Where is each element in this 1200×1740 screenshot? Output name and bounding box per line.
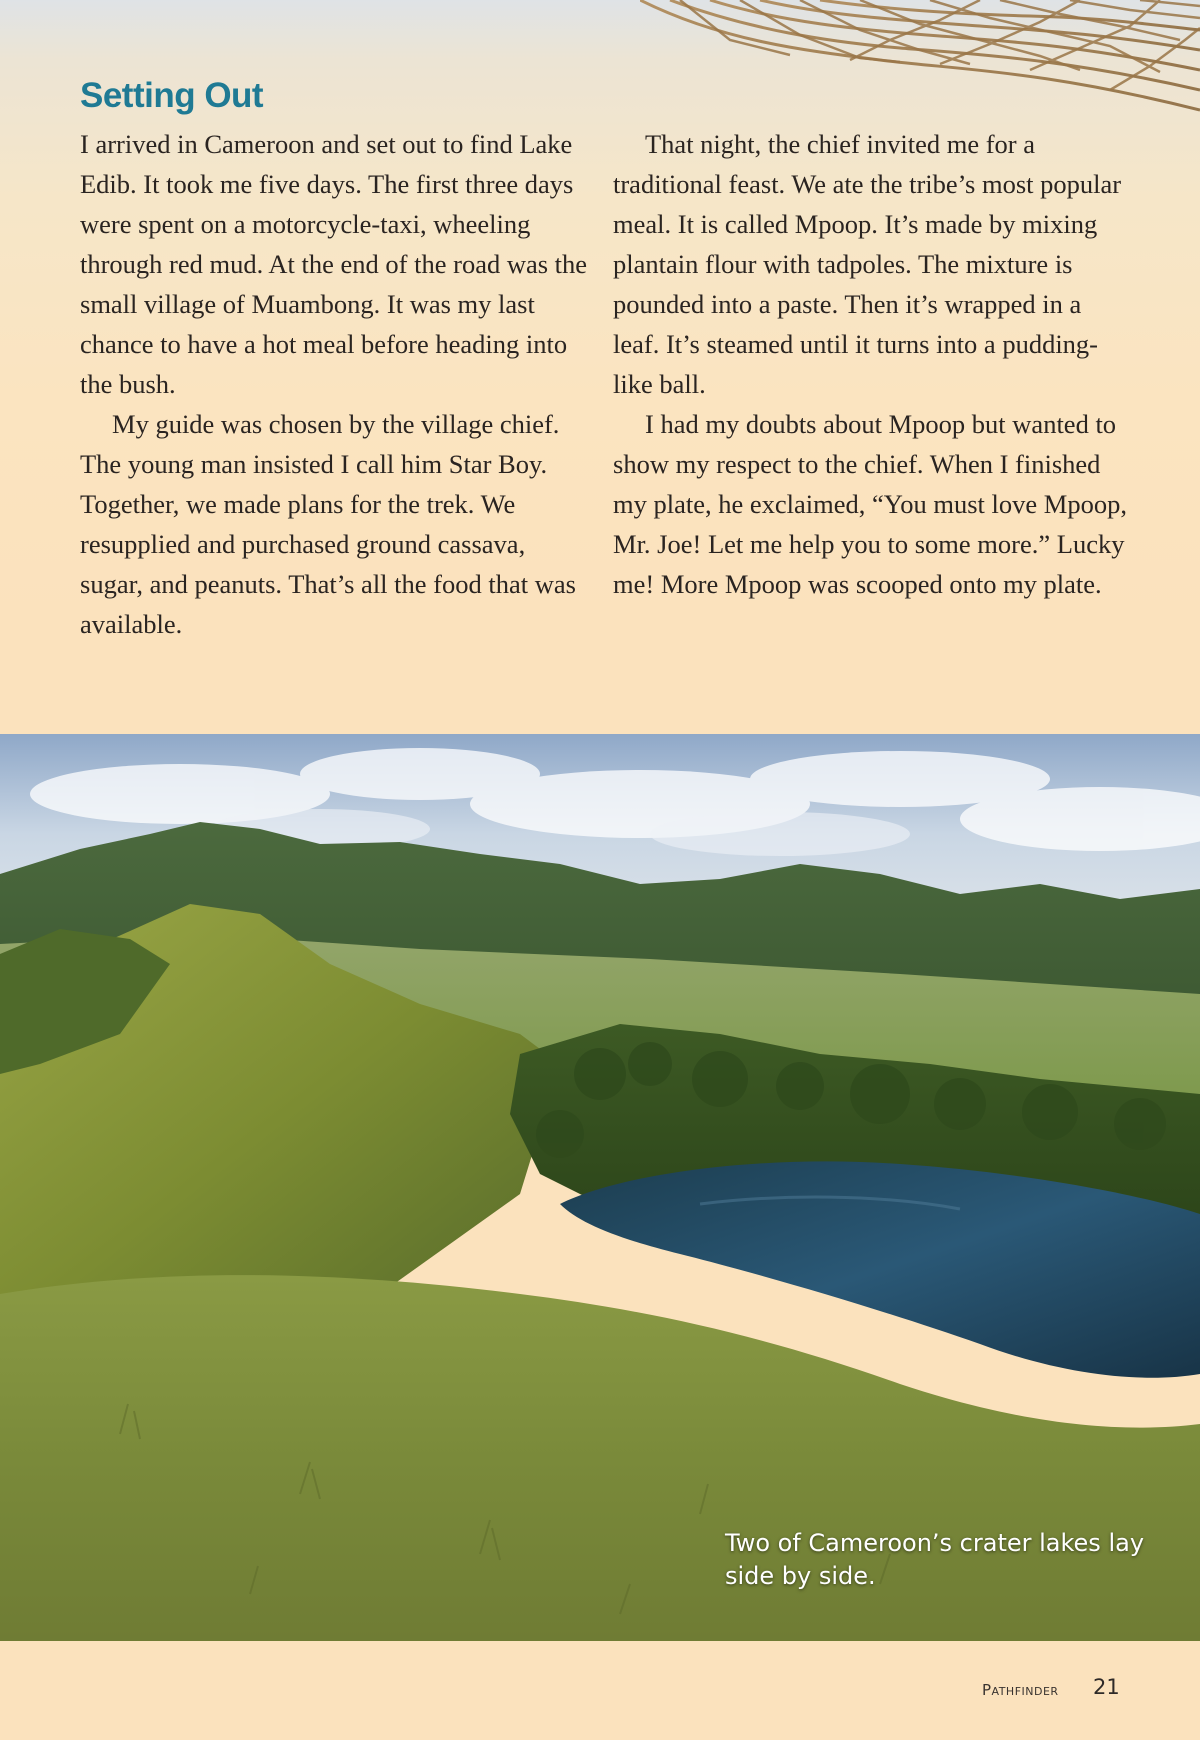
section-heading: Setting Out bbox=[80, 76, 264, 115]
landscape-illustration bbox=[0, 734, 1200, 1641]
crater-lakes-photo bbox=[0, 734, 1200, 1641]
magazine-name-text: Pathfinder bbox=[982, 1681, 1059, 1699]
right-text-column bbox=[613, 124, 1129, 604]
photo-caption: Two of Cameroon’s crater lakes lay side by side. bbox=[725, 1529, 1145, 1590]
paragraph: I arrived in Cameroon and set out to find Lake Edib. It took me five days. The first three days were spent on a motorcycle-taxi, wheeling through red mud. At the end of the road was the small village of Muambong. It was my last chance to have a hot meal before heading into the bush. bbox=[80, 129, 588, 399]
paragraph: That night, the chief invited me for a traditional feast. We ate the tribe’s most popular meal. It is called Mpoop. It’s made by mixing plantain flour with tadpoles. The mixture is pounded into a paste. Then it’s wrapped in a leaf. It’s steamed until it turns into a pudding-like ball. bbox=[613, 129, 1122, 399]
paragraph: My guide was chosen by the village chief. The young man insisted I call him Star Boy. Together, we made plans for the trek. We resupplied and purchased ground cassava, sugar, and peanuts. That’s all the food that was available. bbox=[80, 409, 576, 639]
magazine-name bbox=[982, 1681, 1059, 1699]
paragraph: I had my doubts about Mpoop but wanted to show my respect to the chief. When I finished my plate, he exclaimed, “You must love Mpoop, Mr. Joe! Let me help you to some more.” Lucky me! More Mpoop was scooped onto my plate. bbox=[613, 409, 1127, 599]
left-text-column bbox=[80, 124, 588, 644]
page-number: 21 bbox=[1093, 1675, 1120, 1699]
rope-net-decoration bbox=[640, 0, 1200, 125]
